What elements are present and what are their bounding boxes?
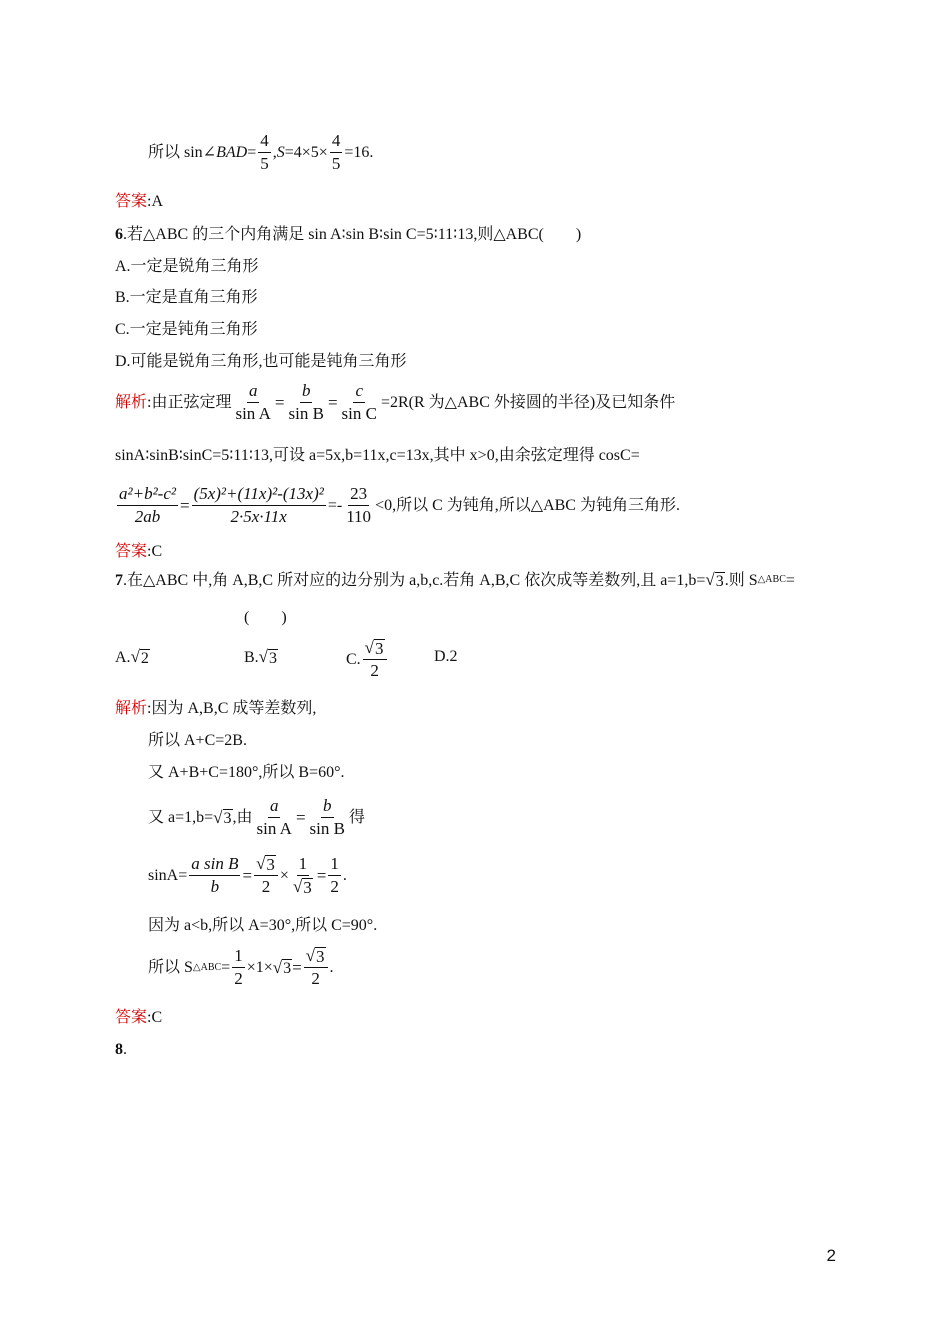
text: =2R(R 为△ABC 外接圆的半径)及已知条件 [380,394,676,412]
answer-label: 答案 [115,193,148,210]
answer-label: 答案 [115,543,148,560]
solution-label: 解析 [115,394,148,412]
text: sinA∶sinB∶sinC=5∶11∶13,可设 a=5x,b=11x,c=13x,其中 x>0,由余弦定理得 cosC= [115,447,640,464]
question-text: .在△ABC 中,角 A,B,C 所对应的边分别为 a,b,c.若角 A,B,C 依次成等差数列,且 a=1,b= [123,571,706,589]
question-text: .若△ABC 的三个内角满足 sin A∶sin B∶sin C=5∶11∶13,则△ABC( ) [123,226,582,243]
sqrt: √ 2 [130,647,149,667]
fraction: $\frac{\text{a²+b²-c²}}{2ab}$ [119,484,176,527]
fraction: √ 3 2 [363,638,387,682]
fraction: $\frac{a}{\text{sin A}}$ [256,796,292,839]
solution-line [148,131,373,175]
question-number: 8 [115,1041,123,1058]
solution-6-line1: 解析 :由正弦定理 $\frac{a}{\text{sin A}}$ = $\frac{b}{\text{sin B}}$ = $\frac{c}{\text{sin C}}$ =2R(R 为△ABC 外接圆的半径)及已知条件 [115,381,676,424]
solution-label: 解析 [115,700,148,717]
solution-7-line7: 所以 S △ABC = $\frac{1}{2}$ ×1× √ 3 = √ 3 2 . [148,946,334,989]
fraction: $\frac{b}{\text{sin B}}$ [309,796,345,839]
option-d: D.可能是锐角三角形,也可能是钝角三角形 [115,353,407,370]
option-d: D.2 [434,648,458,665]
text: = [247,144,257,162]
solution-6-line3: $\frac{\text{a²+b²-c²}}{2ab}$ = $\frac{\text{(5x)²+(11x)²-(13x)²}}{2\cdot 5x\cdot 11x}$ =- $\frac{23}{110}$ <0,所以 C 为钝角,所以△ABC 为钝角三角形. [119,484,680,527]
fraction: $\frac{4}{5}$ [260,131,269,174]
answer-value: :C [147,1009,163,1026]
sqrt: √ 3 [258,647,278,667]
option-b: B.一定是直角三角形 [115,289,258,306]
answer-value: :A [147,193,164,210]
option-c: C. √ 3 2 [346,638,389,682]
text: .则 S [724,571,758,589]
text: 所以 sin∠ [148,144,217,162]
text: :由正弦定理 [147,394,232,412]
solution-7-line6: 因为 a<b,所以 A=30°,所以 C=90°. [148,917,378,934]
answer-label: 答案 [115,1009,148,1026]
fraction: $\frac{1}{2}$ [234,946,243,989]
fraction: $\frac{1}{2}$ [330,854,339,897]
page-number: 2 [826,1246,836,1265]
answer-5 [115,192,163,211]
fraction: $\frac{c}{\text{sin C}}$ [341,381,377,424]
fraction: $\frac{b}{\text{sin B}}$ [288,381,324,424]
sqrt: √ 3 [213,807,232,828]
sqrt: √ 3 [705,570,724,590]
solution-7-line2: 所以 A+C=2B. [148,732,247,749]
angle-name: BAD [216,144,248,162]
option-a: A.一定是锐角三角形 [115,258,259,275]
fraction: √ 3 2 [254,854,278,898]
fraction: $\frac{4}{5}$ [331,131,341,174]
sqrt: √ 3 [272,957,292,978]
question-number: 7 [115,571,123,589]
solution-7-line1 [115,699,316,718]
solution-7-line5: sinA= $\frac{\text{a sin B}}{b}$ = √ 3 2 × 1 √ 3 = $\frac{1}{2}$ . [148,854,347,898]
solution-6-line2 [115,446,640,465]
text: =16. [344,144,374,162]
solution-7-line4: 又 a=1,b= √ 3 ,由 $\frac{a}{\text{sin A}}$ = $\frac{b}{\text{sin B}}$ 得 [148,796,365,839]
fraction: $\frac{\text{(5x)²+(11x)²-(13x)²}}{2\cdot 5x\cdot 11x}$ [193,484,324,527]
fraction: $\frac{\text{a sin B}}{b}$ [191,854,239,897]
area-symbol: S [276,144,285,162]
fraction: 1 √ 3 [292,854,312,898]
text: <0,所以 C 为钝角,所以△ABC 为钝角三角形. [375,497,680,515]
answer-blank: ( ) [244,609,287,626]
option-c: C.一定是钝角三角形 [115,321,258,338]
fraction: √ 3 2 [304,946,328,990]
option-b: B. √ 3 [244,647,278,667]
question-number: 6 [115,226,123,243]
question-8: 8 . [115,1041,127,1058]
question-6 [115,225,581,244]
subscript: △ABC [757,574,786,586]
option-a: A. √ 2 [115,647,149,667]
question-7 [115,570,795,590]
text: :因为 A,B,C 成等差数列, [147,700,317,717]
text: , [272,144,277,162]
text: =4×5× [284,144,328,162]
solution-7-line3: 又 A+B+C=180°,所以 B=60°. [148,764,345,781]
answer-7 [115,1008,162,1027]
answer-6 [115,542,162,561]
fraction: $\frac{23}{110}$ [346,484,372,527]
text: = [785,571,795,589]
answer-value: :C [147,543,163,560]
text: =- [327,497,343,515]
fraction: $\frac{a}{\text{sin A}}$ [235,381,271,424]
